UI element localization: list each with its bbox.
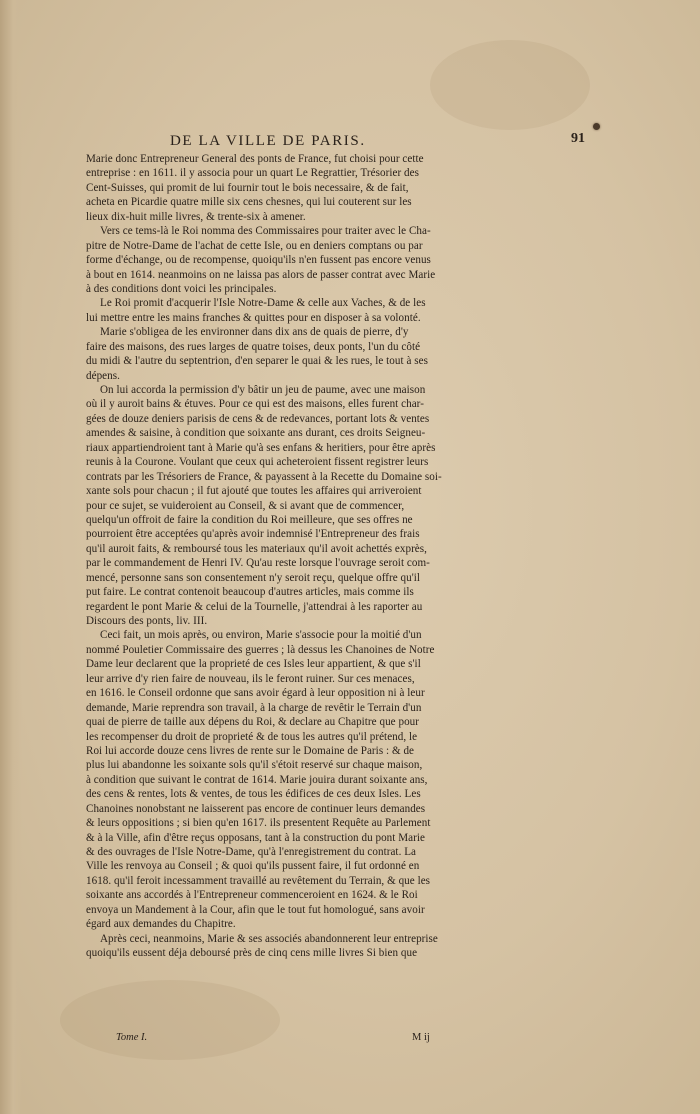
text-line: par le commandement de Henri IV. Qu'au reste lorsque l'ouvrage seroit com- xyxy=(86,557,430,570)
text-line: dépens. xyxy=(86,369,120,382)
text-line: Après ceci, neanmoins, Marie & ses associés abandonnerent leur entreprise xyxy=(100,932,438,945)
body-text xyxy=(86,152,586,961)
footer-signature: M ij xyxy=(412,1032,430,1043)
paper-wormhole xyxy=(593,123,600,130)
text-line: à des conditions dont voici les principales. xyxy=(86,282,277,295)
text-line: plus lui abandonne les soixante sols qu'il s'étoit reservé sur chaque maison, xyxy=(86,759,423,772)
text-line: put faire. Le contrat contenoit beaucoup d'autres articles, mais comme ils xyxy=(86,586,414,599)
text-line: Vers ce tems-là le Roi nomma des Commissaires pour traiter avec le Cha- xyxy=(100,225,431,238)
text-line: forme d'échange, ou de recompense, quoiqu'ils n'en fussent pas encore venus xyxy=(86,254,431,267)
text-line: nommé Pouletier Commissaire des guerres ; là dessus les Chanoines de Notre xyxy=(86,643,435,656)
text-line: Ceci fait, un mois après, ou environ, Marie s'associe pour la moitié d'un xyxy=(100,629,422,642)
text-line: xante sols pour chacun ; il fut ajouté que toutes les affaires qui arriveroient xyxy=(86,485,422,498)
text-line: Marie s'obligea de les environner dans dix ans de quais de pierre, d'y xyxy=(100,326,409,339)
text-line: regardent le pont Marie & celui de la Tournelle, j'attendrai à les raporter au xyxy=(86,600,423,613)
text-line: & à la Ville, afin d'être reçus opposans, tant à la construction du pont Marie xyxy=(86,831,425,844)
text-line: Dame leur declarent que la proprieté de ces Isles leur appartient, & que s'il xyxy=(86,658,421,671)
text-line: du midi & l'autre du septentrion, d'en separer le quai & les rues, le tout à ses xyxy=(86,355,428,368)
text-line: Marie donc Entrepreneur General des ponts de France, fut choisi pour cette xyxy=(86,153,424,165)
text-line: On lui accorda la permission d'y bâtir un jeu de paume, avec une maison xyxy=(100,384,426,396)
text-line: où il y auroit bains & étuves. Pour ce qui est des maisons, elles furent char- xyxy=(86,398,424,411)
text-line: envoya un Mandement à la Cour, afin que le tout fut homologué, sans avoir xyxy=(86,903,425,916)
text-line: 1618. qu'il feroit incessamment travaillé au revêtement du Terrain, & que les xyxy=(86,874,431,887)
text-line: pitre de Notre-Dame de l'achat de cette Isle, ou en deniers comptans ou par xyxy=(86,239,423,252)
text-line: les recompenser du droit de proprieté & de tous les autres qu'il prétend, le xyxy=(86,730,418,743)
footer-volume: Tome I. xyxy=(116,1032,148,1043)
text-line: & des ouvrages de l'Isle Notre-Dame, qu'à l'enregistrement du contrat. La xyxy=(86,846,417,858)
text-line: amendes & saisine, à condition que soixante ans durant, ces droits Seigneu- xyxy=(86,427,426,440)
text-line: soixante ans accordés à l'Entrepreneur commenceroient en 1624. & le Roi xyxy=(86,889,418,902)
text-line: faire des maisons, des rues larges de quatre toises, deux ponts, l'un du côté xyxy=(86,340,421,353)
paper-stain xyxy=(60,980,280,1060)
text-line: contrats par les Trésoriers de France, & payassent à la Recette du Domaine soi- xyxy=(86,470,442,483)
text-line: reunis à la Courone. Voulant que ceux qui acheteroient fissent registrer leurs xyxy=(86,456,429,469)
text-line: Cent-Suisses, qui promit de lui fournir tout le bois necessaire, & de fait, xyxy=(86,181,409,194)
text-line: à bout en 1614. neanmoins on ne laissa pas alors de passer contrat avec Marie xyxy=(86,268,436,281)
text-line: pour ce sujet, se vuideroient au Conseil, & si avant que de commencer, xyxy=(86,499,405,512)
text-line: quoiqu'ils eussent déja deboursé près de cinq cens mille livres Si bien que xyxy=(86,947,418,960)
text-line: à condition que suivant le contrat de 1614. Marie jouira durant soixante ans, xyxy=(86,773,428,786)
text-line: Roi lui accorde douze cens livres de rente sur le Domaine de Paris : & de xyxy=(86,744,415,757)
text-line: des cens & rentes, lots & ventes, de tous les édifices de ces deux Isles. Les xyxy=(86,788,421,801)
text-line: mencé, personne sans son consentement n'y seroit reçu, quelque offre qu'il xyxy=(86,571,421,584)
text-line: pourroient être acceptées qu'après avoir indemnisé l'Entrepreneur des frais xyxy=(86,528,420,541)
text-line: & leurs oppositions ; si bien qu'en 1617. ils presentent Requête au Parlement xyxy=(86,817,431,830)
text-line: quai de pierre de taille aux dépens du Roi, & declare au Chapitre que pour xyxy=(86,716,420,729)
running-head: DE LA VILLE DE PARIS. xyxy=(170,133,366,149)
text-line: lui mettre entre les mains franches & quittes pour en disposer à sa volonté. xyxy=(86,311,421,324)
paper-stain xyxy=(430,40,590,130)
text-line: en 1616. le Conseil ordonne que sans avoir égard à leur opposition ni à leur xyxy=(86,687,425,700)
text-line: égard aux demandes du Chapitre. xyxy=(86,918,236,931)
text-line: Discours des ponts, liv. III. xyxy=(86,615,208,627)
text-line: Ville les renvoya au Conseil ; & quoi qu'ils pussent faire, il fut ordonné en xyxy=(86,860,420,873)
text-line: demande, Marie reprendra son travail, à la charge de revêtir le Terrain d'un xyxy=(86,701,422,714)
text-line: quelqu'un offroit de faire la condition du Roi meilleure, que ses offres ne xyxy=(86,513,413,526)
text-line: lieux dix-huit mille livres, & trente-six à amener. xyxy=(86,210,306,223)
text-line: qu'il auroit faits, & remboursé tous les materiaux qu'il avoit achettés exprès, xyxy=(86,542,427,555)
text-line: riaux appartiendroient tant à Marie qu'à ses enfans & heritiers, pour être après xyxy=(86,441,436,454)
text-line: Chanoines nonobstant ne laisserent pas encore de continuer leurs demandes xyxy=(86,802,426,815)
text-line: Le Roi promit d'acquerir l'Isle Notre-Dame & celle aux Vaches, & de les xyxy=(100,297,426,310)
text-line: leur arrive d'y rien faire de nouveau, ils le feront ruiner. Sur ces menaces, xyxy=(86,672,415,685)
page-binding-shadow xyxy=(0,0,22,1114)
page-number: 91 xyxy=(571,131,585,146)
text-line: entreprise : en 1611. il y associa pour un quart Le Regrattier, Trésorier des xyxy=(86,167,419,180)
text-line: acheta en Picardie quatre mille six cens chesnes, qui lui couterent sur les xyxy=(86,196,412,209)
text-line: gées de douze deniers parisis de cens & de redevances, portant lots & ventes xyxy=(86,412,430,425)
